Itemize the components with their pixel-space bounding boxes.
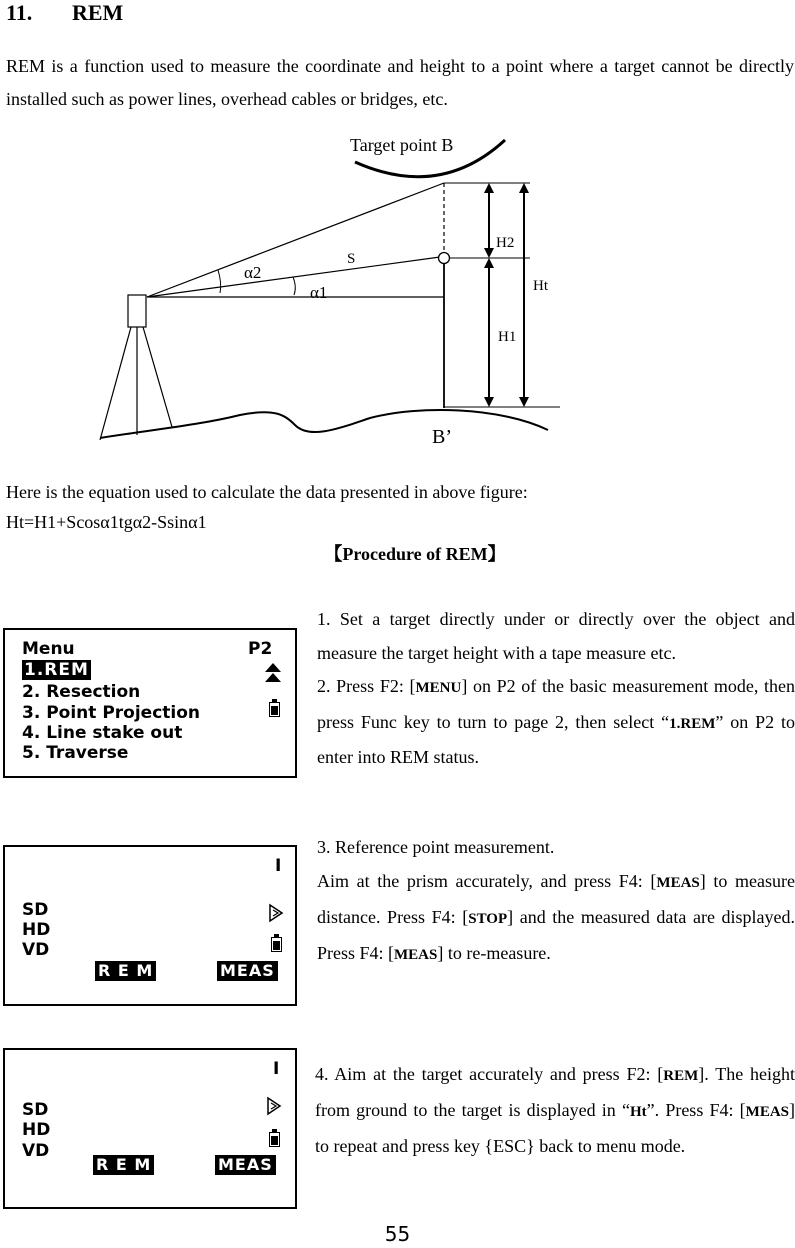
menu-key: MENU bbox=[415, 680, 462, 696]
ht-label: Ht bbox=[533, 278, 548, 294]
rem-diagram bbox=[0, 125, 795, 465]
rem-softkey[interactable]: R E M bbox=[95, 961, 156, 981]
step-1: 1. Set a target directly under or directly over the object and measure the target height with a tape measure etc. bbox=[317, 609, 795, 663]
target-label: Target point B bbox=[350, 135, 454, 155]
step-3-body: Aim at the prism accurately, and press F4: [MEAS] to measure distance. Press F4: [STOP] and the measured data are displayed. Press F4: [MEAS] to re-measure. bbox=[317, 871, 795, 963]
alpha2-arc bbox=[218, 270, 221, 293]
section-number: 11. bbox=[6, 0, 33, 25]
alpha1-arc bbox=[293, 277, 295, 295]
lcd-menu-screen bbox=[3, 628, 297, 778]
signal-icon bbox=[268, 903, 284, 923]
equation: Ht=H1+Scosα1tgα2-Ssinα1 bbox=[6, 512, 207, 532]
section-heading bbox=[6, 0, 123, 26]
equation-intro: Here is the equation used to calculate the data presented in above figure: bbox=[6, 482, 528, 502]
step-3-title: 3. Reference point measurement. bbox=[317, 837, 555, 857]
step-3-text bbox=[317, 830, 795, 972]
sd-label: SD bbox=[22, 900, 49, 920]
menu-item-line-stake-out[interactable]: 4. Line stake out bbox=[22, 723, 183, 743]
hd-label: HD bbox=[22, 920, 51, 940]
alpha2-label: α2 bbox=[244, 263, 262, 282]
sight-line-target bbox=[147, 183, 444, 297]
step-4-text: 4. Aim at the target accurately and press F2: [REM]. The height from ground to the target is displayed in “Ht”. Press F4: [MEAS] to repeat and press key {ESC} back to menu mode. bbox=[315, 1064, 795, 1156]
menu-item-rem[interactable]: 1.REM bbox=[24, 660, 89, 680]
instrument-body bbox=[128, 295, 146, 327]
sd-label: SD bbox=[22, 1100, 49, 1120]
vd-label: VD bbox=[22, 1141, 50, 1161]
meas-softkey[interactable]: MEAS bbox=[217, 961, 278, 981]
step-1-2-text bbox=[317, 603, 795, 775]
ground-line bbox=[100, 410, 548, 438]
mode-indicator: I bbox=[273, 1059, 280, 1079]
page-number: 55 bbox=[384, 1222, 411, 1246]
lcd-rem-screen-1 bbox=[3, 845, 297, 1006]
battery-icon bbox=[269, 1132, 280, 1147]
intro-paragraph: REM is a function used to measure the coordinate and height to a point where a target cannot be directly installed such as power lines, overhead cables or bridges, etc. bbox=[6, 56, 794, 109]
meas-softkey[interactable]: MEAS bbox=[215, 1155, 276, 1175]
lcd-rem-screen-2 bbox=[3, 1048, 297, 1209]
h2-label: H2 bbox=[496, 235, 515, 251]
s-label: S bbox=[347, 251, 356, 267]
mode-indicator: I bbox=[275, 856, 282, 876]
alpha1-label: α1 bbox=[310, 283, 328, 302]
menu-item-traverse[interactable]: 5. Traverse bbox=[22, 743, 129, 763]
rem-softkey[interactable]: R E M bbox=[93, 1155, 154, 1175]
rem-item-ref: 1.REM bbox=[669, 715, 716, 732]
menu-page: P2 bbox=[248, 639, 273, 659]
h1-label: H1 bbox=[498, 329, 517, 345]
procedure-title: 【Procedure of REM】 bbox=[324, 544, 506, 564]
hd-label: HD bbox=[22, 1120, 51, 1140]
section-title: REM bbox=[72, 0, 124, 25]
bprime-label: B’ bbox=[432, 426, 452, 448]
vd-label: VD bbox=[22, 940, 50, 960]
battery-icon bbox=[271, 937, 282, 952]
signal-icon bbox=[266, 1096, 282, 1116]
battery-icon bbox=[269, 702, 280, 717]
step-2: 2. Press F2: [MENU] on P2 of the basic measurement mode, then press Func key to turn to page 2, then select “1.REM” on P2 to enter into REM status. bbox=[317, 676, 795, 767]
scroll-arrows-icon bbox=[264, 662, 282, 684]
tripod-leg bbox=[143, 327, 172, 427]
menu-title: Menu bbox=[22, 639, 75, 659]
menu-item-resection[interactable]: 2. Resection bbox=[22, 682, 141, 702]
prism bbox=[439, 253, 450, 264]
tripod-leg bbox=[100, 327, 131, 440]
menu-item-point-projection[interactable]: 3. Point Projection bbox=[22, 703, 201, 723]
